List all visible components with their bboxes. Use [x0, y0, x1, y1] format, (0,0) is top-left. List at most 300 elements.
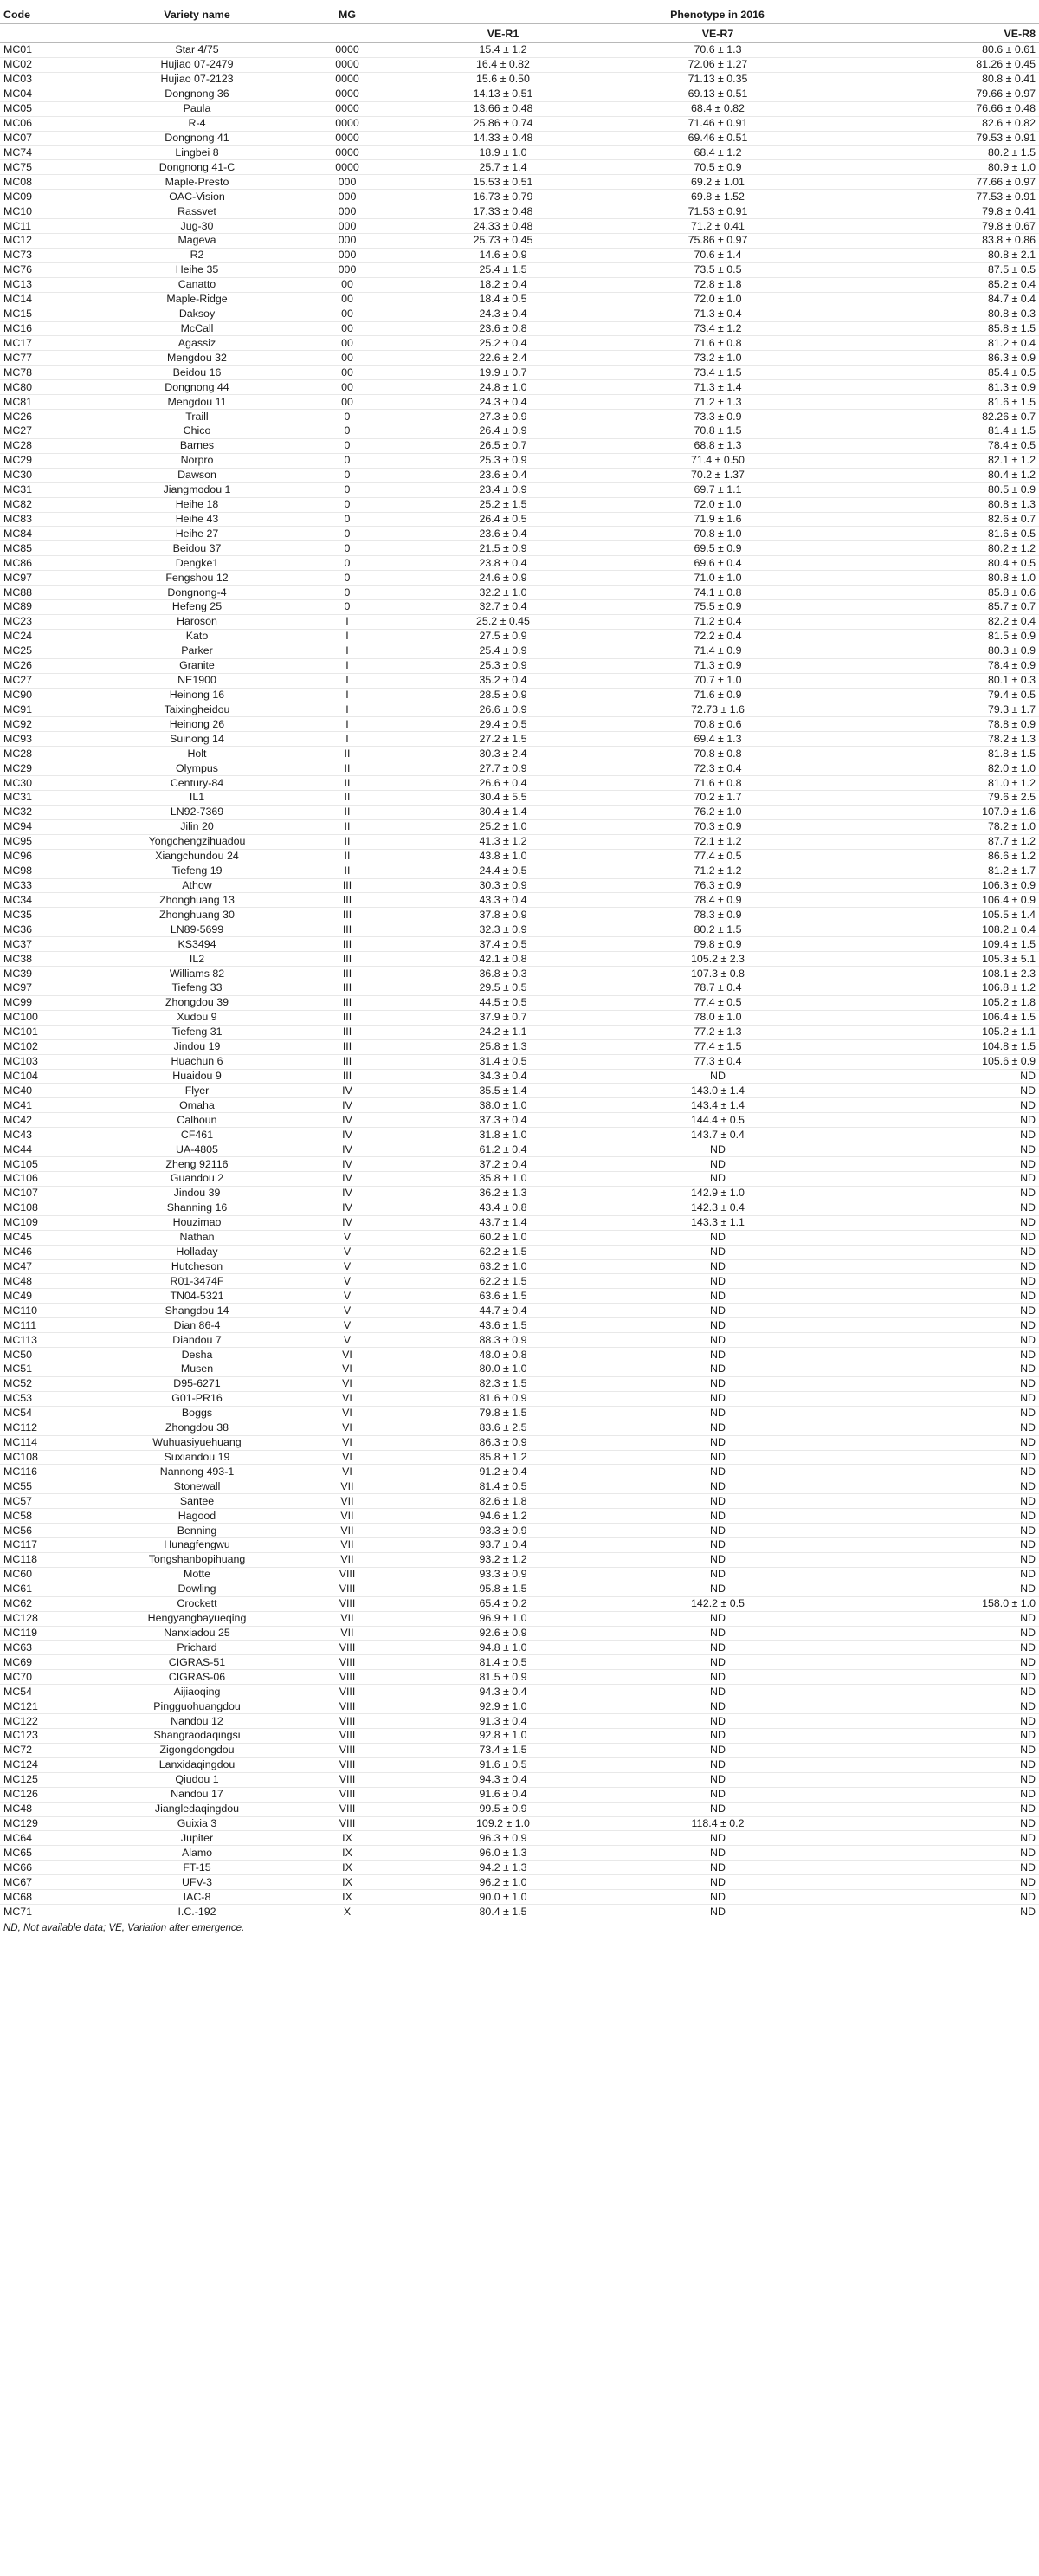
cell-ve-r1: 28.5 ± 0.9 — [396, 688, 610, 702]
cell-mg: IV — [299, 1171, 396, 1186]
cell-ve-r8: ND — [825, 1611, 1039, 1626]
table-row — [0, 952, 1039, 967]
cell-code: MC45 — [0, 1230, 95, 1245]
cell-ve-r1: 14.6 ± 0.9 — [396, 248, 610, 262]
cell-code: MC123 — [0, 1729, 95, 1744]
cell-ve-r1: 26.4 ± 0.9 — [396, 424, 610, 438]
cell-ve-r8: 81.6 ± 1.5 — [825, 395, 1039, 410]
cell-ve-r8: 81.26 ± 0.45 — [825, 57, 1039, 72]
cell-mg: III — [299, 995, 396, 1010]
cell-mg: 0 — [299, 556, 396, 571]
cell-variety-name: Nandou 17 — [95, 1787, 299, 1802]
cell-code: MC81 — [0, 395, 95, 410]
table-row — [0, 967, 1039, 981]
cell-variety-name: Hujiao 07-2123 — [95, 72, 299, 87]
cell-ve-r8: ND — [825, 1186, 1039, 1201]
cell-ve-r1: 15.4 ± 1.2 — [396, 43, 610, 58]
cell-mg: VII — [299, 1509, 396, 1524]
cell-ve-r1: 65.4 ± 0.2 — [396, 1596, 610, 1611]
cell-variety-name: TN04-5321 — [95, 1289, 299, 1304]
cell-ve-r7: 143.3 ± 1.1 — [610, 1215, 825, 1230]
cell-code: MC33 — [0, 878, 95, 893]
cell-ve-r1: 26.4 ± 0.5 — [396, 512, 610, 527]
cell-mg: II — [299, 791, 396, 806]
cell-mg: V — [299, 1274, 396, 1289]
cell-mg: VIII — [299, 1582, 396, 1596]
cell-ve-r8: ND — [825, 1113, 1039, 1128]
table-row — [0, 1524, 1039, 1538]
cell-ve-r7: ND — [610, 1069, 825, 1084]
cell-ve-r8: 81.2 ± 0.4 — [825, 336, 1039, 351]
cell-variety-name: Heinong 26 — [95, 717, 299, 732]
cell-ve-r1: 81.4 ± 0.5 — [396, 1655, 610, 1670]
cell-mg: V — [299, 1289, 396, 1304]
cell-ve-r7: 72.8 ± 1.8 — [610, 277, 825, 292]
cell-code: MC100 — [0, 1010, 95, 1025]
table-row — [0, 1641, 1039, 1655]
cell-ve-r7: 69.8 ± 1.52 — [610, 190, 825, 204]
cell-ve-r1: 21.5 ± 0.9 — [396, 541, 610, 556]
cell-mg: VIII — [299, 1685, 396, 1699]
cell-ve-r7: 76.2 ± 1.0 — [610, 805, 825, 819]
cell-variety-name: Hujiao 07-2479 — [95, 57, 299, 72]
cell-code: MC103 — [0, 1054, 95, 1069]
cell-code: MC98 — [0, 864, 95, 878]
cell-mg: VIII — [299, 1596, 396, 1611]
cell-mg: 0000 — [299, 146, 396, 160]
cell-variety-name: Dengke1 — [95, 556, 299, 571]
cell-ve-r1: 82.6 ± 1.8 — [396, 1494, 610, 1509]
cell-variety-name: Fengshou 12 — [95, 571, 299, 586]
cell-code: MC101 — [0, 1025, 95, 1039]
table-row — [0, 131, 1039, 146]
cell-ve-r7: ND — [610, 1567, 825, 1582]
cell-ve-r7: ND — [610, 1465, 825, 1479]
cell-code: MC10 — [0, 204, 95, 219]
cell-ve-r7: 73.4 ± 1.5 — [610, 366, 825, 380]
cell-ve-r1: 92.9 ± 1.0 — [396, 1699, 610, 1714]
cell-variety-name: D95-6271 — [95, 1376, 299, 1391]
cell-code: MC63 — [0, 1641, 95, 1655]
cell-ve-r7: 77.4 ± 0.5 — [610, 849, 825, 864]
cell-variety-name: Taixingheidou — [95, 702, 299, 717]
cell-ve-r1: 27.5 ± 0.9 — [396, 629, 610, 644]
cell-mg: 00 — [299, 277, 396, 292]
cell-ve-r7: 70.7 ± 1.0 — [610, 673, 825, 688]
cell-mg: VIII — [299, 1802, 396, 1816]
table-row — [0, 233, 1039, 248]
cell-code: MC105 — [0, 1157, 95, 1172]
cell-ve-r8: 82.1 ± 1.2 — [825, 453, 1039, 468]
cell-ve-r7: 69.5 ± 0.9 — [610, 541, 825, 556]
cell-ve-r8: 79.3 ± 1.7 — [825, 702, 1039, 717]
table-row — [0, 277, 1039, 292]
cell-ve-r8: 80.8 ± 0.41 — [825, 72, 1039, 87]
cell-code: MC91 — [0, 702, 95, 717]
cell-ve-r1: 25.4 ± 0.9 — [396, 644, 610, 658]
cell-code: MC122 — [0, 1714, 95, 1729]
cell-mg: 000 — [299, 233, 396, 248]
cell-mg: VIII — [299, 1641, 396, 1655]
cell-variety-name: Beidou 16 — [95, 366, 299, 380]
cell-ve-r7: 71.46 ± 0.91 — [610, 116, 825, 131]
cell-ve-r7: 75.86 ± 0.97 — [610, 233, 825, 248]
cell-code: MC31 — [0, 482, 95, 497]
cell-variety-name: Huachun 6 — [95, 1054, 299, 1069]
cell-code: MC83 — [0, 512, 95, 527]
table-row — [0, 1054, 1039, 1069]
cell-code: MC24 — [0, 629, 95, 644]
cell-code: MC62 — [0, 1596, 95, 1611]
cell-variety-name: Holladay — [95, 1245, 299, 1259]
cell-ve-r7: 144.4 ± 0.5 — [610, 1113, 825, 1128]
table-row — [0, 1333, 1039, 1348]
cell-mg: VI — [299, 1450, 396, 1465]
cell-ve-r7: 68.4 ± 0.82 — [610, 101, 825, 116]
cell-ve-r7: ND — [610, 1552, 825, 1567]
cell-ve-r1: 24.3 ± 0.4 — [396, 307, 610, 321]
cell-code: MC119 — [0, 1626, 95, 1641]
cell-mg: VIII — [299, 1743, 396, 1757]
cell-ve-r7: 71.6 ± 0.9 — [610, 688, 825, 702]
cell-ve-r1: 15.53 ± 0.51 — [396, 175, 610, 190]
cell-code: MC14 — [0, 292, 95, 307]
cell-ve-r8: ND — [825, 1816, 1039, 1831]
cell-ve-r8: 109.4 ± 1.5 — [825, 937, 1039, 952]
cell-code: MC108 — [0, 1450, 95, 1465]
cell-ve-r7: ND — [610, 1699, 825, 1714]
table-footnote: ND, Not available data; VE, Variation after emergence. — [3, 1923, 245, 1933]
header-ve-r8: VE-R8 — [825, 24, 1039, 43]
cell-mg: 000 — [299, 262, 396, 277]
table-row — [0, 981, 1039, 996]
cell-mg: 000 — [299, 190, 396, 204]
cell-code: MC49 — [0, 1289, 95, 1304]
table-row — [0, 57, 1039, 72]
cell-ve-r8: ND — [825, 1274, 1039, 1289]
cell-ve-r8: 105.2 ± 1.1 — [825, 1025, 1039, 1039]
table-row — [0, 512, 1039, 527]
cell-ve-r7: 72.73 ± 1.6 — [610, 702, 825, 717]
cell-ve-r1: 27.3 ± 0.9 — [396, 410, 610, 424]
cell-code: MC06 — [0, 116, 95, 131]
cell-mg: IX — [299, 1846, 396, 1861]
table-row — [0, 1714, 1039, 1729]
cell-variety-name: Daksoy — [95, 307, 299, 321]
table-row — [0, 1626, 1039, 1641]
cell-ve-r8: ND — [825, 1098, 1039, 1113]
cell-variety-name: Hefeng 25 — [95, 600, 299, 615]
cell-mg: VII — [299, 1524, 396, 1538]
cell-ve-r7: ND — [610, 1157, 825, 1172]
cell-ve-r8: 107.9 ± 1.6 — [825, 805, 1039, 819]
cell-ve-r8: 78.4 ± 0.5 — [825, 438, 1039, 453]
cell-ve-r1: 99.5 ± 0.9 — [396, 1802, 610, 1816]
cell-ve-r1: 30.4 ± 5.5 — [396, 791, 610, 806]
cell-mg: 0000 — [299, 72, 396, 87]
cell-code: MC48 — [0, 1802, 95, 1816]
cell-ve-r8: 105.2 ± 1.8 — [825, 995, 1039, 1010]
table-row — [0, 351, 1039, 366]
table-row — [0, 1816, 1039, 1831]
table-row — [0, 1304, 1039, 1318]
cell-ve-r1: 94.6 ± 1.2 — [396, 1509, 610, 1524]
cell-mg: 0 — [299, 468, 396, 482]
cell-mg: I — [299, 673, 396, 688]
cell-variety-name: Dowling — [95, 1582, 299, 1596]
table-row — [0, 1245, 1039, 1259]
cell-variety-name: IAC-8 — [95, 1890, 299, 1905]
cell-mg: VIII — [299, 1699, 396, 1714]
cell-ve-r1: 96.2 ± 1.0 — [396, 1875, 610, 1890]
table-row — [0, 453, 1039, 468]
cell-ve-r1: 35.8 ± 1.0 — [396, 1171, 610, 1186]
cell-variety-name: UFV-3 — [95, 1875, 299, 1890]
cell-ve-r1: 109.2 ± 1.0 — [396, 1816, 610, 1831]
table-row — [0, 586, 1039, 600]
cell-ve-r7: 70.2 ± 1.37 — [610, 468, 825, 482]
cell-ve-r7: ND — [610, 1875, 825, 1890]
cell-code: MC26 — [0, 658, 95, 673]
cell-ve-r7: ND — [610, 1274, 825, 1289]
cell-ve-r7: ND — [610, 1890, 825, 1905]
cell-code: MC46 — [0, 1245, 95, 1259]
cell-code: MC56 — [0, 1524, 95, 1538]
cell-ve-r8: 80.9 ± 1.0 — [825, 160, 1039, 175]
cell-variety-name: Athow — [95, 878, 299, 893]
cell-ve-r8: 80.4 ± 0.5 — [825, 556, 1039, 571]
table-row — [0, 922, 1039, 937]
cell-ve-r8: 158.0 ± 1.0 — [825, 1596, 1039, 1611]
table-row — [0, 1318, 1039, 1333]
cell-ve-r7: ND — [610, 1641, 825, 1655]
table-row — [0, 1670, 1039, 1685]
table-row — [0, 1757, 1039, 1772]
cell-ve-r1: 37.8 ± 0.9 — [396, 908, 610, 922]
cell-code: MC70 — [0, 1670, 95, 1685]
cell-code: MC51 — [0, 1362, 95, 1376]
cell-code: MC54 — [0, 1685, 95, 1699]
table-row — [0, 1875, 1039, 1890]
cell-ve-r8: 80.2 ± 1.5 — [825, 146, 1039, 160]
cell-ve-r8: 80.8 ± 1.0 — [825, 571, 1039, 586]
cell-ve-r7: ND — [610, 1376, 825, 1391]
cell-ve-r7: 69.46 ± 0.51 — [610, 131, 825, 146]
table-row — [0, 175, 1039, 190]
cell-mg: II — [299, 747, 396, 761]
cell-variety-name: Granite — [95, 658, 299, 673]
cell-ve-r1: 24.2 ± 1.1 — [396, 1025, 610, 1039]
table-row — [0, 1846, 1039, 1861]
cell-ve-r8: ND — [825, 1524, 1039, 1538]
header-ve-r7: VE-R7 — [610, 24, 825, 43]
cell-ve-r8: 81.0 ± 1.2 — [825, 776, 1039, 791]
cell-variety-name: Haroson — [95, 614, 299, 629]
table-row — [0, 380, 1039, 395]
cell-ve-r7: ND — [610, 1772, 825, 1787]
table-row — [0, 336, 1039, 351]
cell-ve-r8: 80.1 ± 0.3 — [825, 673, 1039, 688]
cell-variety-name: R01-3474F — [95, 1274, 299, 1289]
cell-ve-r7: 71.2 ± 0.4 — [610, 614, 825, 629]
cell-ve-r1: 35.5 ± 1.4 — [396, 1084, 610, 1098]
cell-ve-r8: 81.6 ± 0.5 — [825, 527, 1039, 541]
cell-ve-r8: ND — [825, 1201, 1039, 1215]
cell-code: MC76 — [0, 262, 95, 277]
cell-ve-r8: ND — [825, 1157, 1039, 1172]
cell-ve-r8: ND — [825, 1655, 1039, 1670]
cell-variety-name: Houzimao — [95, 1215, 299, 1230]
cell-ve-r1: 80.4 ± 1.5 — [396, 1905, 610, 1919]
cell-code: MC48 — [0, 1274, 95, 1289]
cell-code: MC80 — [0, 380, 95, 395]
cell-variety-name: Desha — [95, 1348, 299, 1362]
cell-ve-r7: 71.53 ± 0.91 — [610, 204, 825, 219]
cell-variety-name: Canatto — [95, 277, 299, 292]
cell-variety-name: Prichard — [95, 1641, 299, 1655]
table-row — [0, 614, 1039, 629]
cell-ve-r8: 79.4 ± 0.5 — [825, 688, 1039, 702]
cell-ve-r1: 25.73 ± 0.45 — [396, 233, 610, 248]
cell-mg: IV — [299, 1142, 396, 1157]
cell-ve-r8: 85.8 ± 1.5 — [825, 321, 1039, 336]
cell-mg: V — [299, 1245, 396, 1259]
cell-ve-r8: 80.8 ± 1.3 — [825, 497, 1039, 512]
table-row — [0, 717, 1039, 732]
table-row — [0, 776, 1039, 791]
cell-code: MC69 — [0, 1655, 95, 1670]
cell-ve-r1: 24.8 ± 1.0 — [396, 380, 610, 395]
table-row — [0, 849, 1039, 864]
cell-ve-r1: 94.3 ± 0.4 — [396, 1685, 610, 1699]
table-row — [0, 1582, 1039, 1596]
cell-ve-r1: 38.0 ± 1.0 — [396, 1098, 610, 1113]
table-row — [0, 87, 1039, 101]
cell-mg: III — [299, 937, 396, 952]
cell-ve-r8: 85.2 ± 0.4 — [825, 277, 1039, 292]
cell-ve-r8: 85.8 ± 0.6 — [825, 586, 1039, 600]
table-header — [0, 5, 1039, 43]
cell-ve-r7: ND — [610, 1846, 825, 1861]
cell-ve-r8: ND — [825, 1289, 1039, 1304]
cell-ve-r1: 22.6 ± 2.4 — [396, 351, 610, 366]
cell-ve-r1: 30.3 ± 2.4 — [396, 747, 610, 761]
cell-ve-r8: ND — [825, 1465, 1039, 1479]
cell-ve-r7: 70.3 ± 0.9 — [610, 819, 825, 834]
table-row — [0, 1509, 1039, 1524]
cell-ve-r1: 44.5 ± 0.5 — [396, 995, 610, 1010]
cell-ve-r7: 70.6 ± 1.3 — [610, 43, 825, 58]
cell-mg: III — [299, 908, 396, 922]
cell-mg: V — [299, 1259, 396, 1274]
table-row — [0, 1421, 1039, 1435]
cell-code: MC107 — [0, 1186, 95, 1201]
cell-variety-name: Zhonghuang 30 — [95, 908, 299, 922]
cell-code: MC112 — [0, 1421, 95, 1435]
cell-ve-r8: ND — [825, 1230, 1039, 1245]
cell-code: MC04 — [0, 87, 95, 101]
cell-code: MC111 — [0, 1318, 95, 1333]
cell-ve-r8: ND — [825, 1479, 1039, 1494]
cell-ve-r7: 143.4 ± 1.4 — [610, 1098, 825, 1113]
cell-variety-name: Mengdou 11 — [95, 395, 299, 410]
cell-mg: I — [299, 702, 396, 717]
cell-variety-name: Huaidou 9 — [95, 1069, 299, 1084]
cell-mg: I — [299, 732, 396, 747]
cell-ve-r1: 94.8 ± 1.0 — [396, 1641, 610, 1655]
cell-variety-name: Kato — [95, 629, 299, 644]
cell-ve-r7: 80.2 ± 1.5 — [610, 922, 825, 937]
cell-ve-r7: 71.13 ± 0.35 — [610, 72, 825, 87]
cell-code: MC17 — [0, 336, 95, 351]
cell-ve-r8: ND — [825, 1318, 1039, 1333]
cell-ve-r8: 85.4 ± 0.5 — [825, 366, 1039, 380]
cell-ve-r7: 68.4 ± 1.2 — [610, 146, 825, 160]
cell-ve-r1: 62.2 ± 1.5 — [396, 1245, 610, 1259]
table-row — [0, 101, 1039, 116]
cell-code: MC68 — [0, 1890, 95, 1905]
cell-ve-r1: 18.2 ± 0.4 — [396, 277, 610, 292]
cell-variety-name: Mengdou 32 — [95, 351, 299, 366]
cell-ve-r7: ND — [610, 1333, 825, 1348]
table-row — [0, 292, 1039, 307]
cell-variety-name: KS3494 — [95, 937, 299, 952]
cell-mg: 00 — [299, 380, 396, 395]
cell-ve-r7: 73.2 ± 1.0 — [610, 351, 825, 366]
cell-code: MC36 — [0, 922, 95, 937]
cell-code: MC95 — [0, 834, 95, 849]
cell-ve-r8: 108.1 ± 2.3 — [825, 967, 1039, 981]
cell-ve-r1: 23.4 ± 0.9 — [396, 482, 610, 497]
cell-ve-r1: 43.8 ± 1.0 — [396, 849, 610, 864]
cell-ve-r8: ND — [825, 1259, 1039, 1274]
cell-ve-r8: 80.6 ± 0.61 — [825, 43, 1039, 58]
cell-code: MC106 — [0, 1171, 95, 1186]
table-row — [0, 1128, 1039, 1142]
table-row — [0, 1890, 1039, 1905]
cell-mg: II — [299, 849, 396, 864]
cell-ve-r7: ND — [610, 1348, 825, 1362]
cell-code: MC117 — [0, 1538, 95, 1553]
cell-ve-r8: 79.8 ± 0.67 — [825, 219, 1039, 234]
cell-ve-r7: ND — [610, 1289, 825, 1304]
cell-variety-name: Jindou 19 — [95, 1039, 299, 1054]
cell-code: MC116 — [0, 1465, 95, 1479]
cell-code: MC92 — [0, 717, 95, 732]
cell-ve-r8: ND — [825, 1435, 1039, 1450]
cell-ve-r7: 70.8 ± 0.6 — [610, 717, 825, 732]
cell-code: MC90 — [0, 688, 95, 702]
cell-code: MC78 — [0, 366, 95, 380]
table-row — [0, 438, 1039, 453]
cell-code: MC09 — [0, 190, 95, 204]
cell-ve-r8: ND — [825, 1128, 1039, 1142]
cell-variety-name: Dian 86-4 — [95, 1318, 299, 1333]
cell-mg: IV — [299, 1157, 396, 1172]
cell-variety-name: Benning — [95, 1524, 299, 1538]
cell-ve-r1: 37.2 ± 0.4 — [396, 1157, 610, 1172]
cell-ve-r1: 29.4 ± 0.5 — [396, 717, 610, 732]
cell-ve-r1: 60.2 ± 1.0 — [396, 1230, 610, 1245]
cell-code: MC34 — [0, 893, 95, 908]
cell-code: MC47 — [0, 1259, 95, 1274]
cell-mg: VI — [299, 1376, 396, 1391]
cell-ve-r1: 85.8 ± 1.2 — [396, 1450, 610, 1465]
table-row — [0, 1348, 1039, 1362]
cell-mg: I — [299, 629, 396, 644]
cell-mg: III — [299, 1039, 396, 1054]
cell-variety-name: Hagood — [95, 1509, 299, 1524]
